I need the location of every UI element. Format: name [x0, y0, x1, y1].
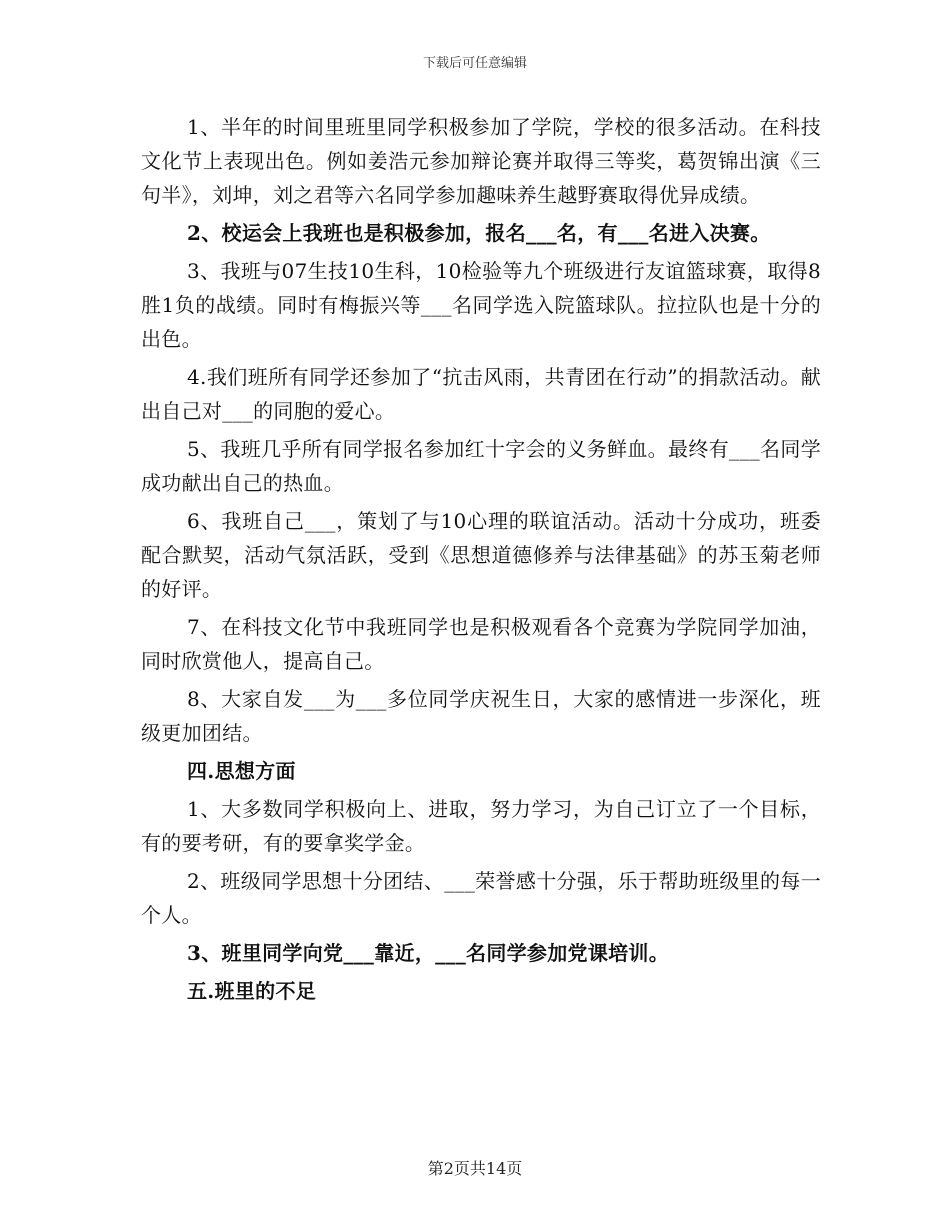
document-body: [141, 110, 821, 1012]
paragraph-11: 3、班里同学向党___靠近，___名同学参加党课培训。: [187, 941, 670, 965]
paragraph-8: 8、大家自发___为___多位同学庆祝生日，大家的感情进一步深化，班级更加团结。: [141, 687, 821, 745]
section-heading-shortcomings: 五.班里的不足: [187, 979, 317, 1003]
paragraph-4: 4.我们班所有同学还参加了“抗击风雨，共青团在行动”的捐款活动。献出自己对___的同胞的爱心。: [141, 365, 821, 423]
page-header: 下载后可任意编辑: [422, 56, 527, 71]
paragraph-6: 6、我班自己___，策划了与10心理的联谊活动。活动十分成功，班委配合默契，活动气氛活跃，受到《思想道德修养与法律基础》的苏玉菊老师的好评。: [141, 509, 821, 601]
paragraph-7: 7、在科技文化节中我班同学也是积极观看各个竞赛为学院同学加油，同时欣赏他人，提高自己。: [141, 615, 821, 673]
paragraph-10: 2、班级同学思想十分团结、___荣誉感十分强，乐于帮助班级里的每一个人。: [141, 869, 821, 927]
page-footer: 第2页共14页: [427, 1159, 523, 1178]
paragraph-1: 1、半年的时间里班里同学积极参加了学院，学校的很多活动。在科技文化节上表现出色。例如姜浩元参加辩论赛并取得三等奖，葛贺锦出演《三句半》，刘坤，刘之君等六名同学参加趣味养生越野赛取得优异成绩。: [141, 115, 821, 207]
paragraph-5: 5、我班几乎所有同学报名参加红十字会的义务鲜血。最终有___名同学成功献出自己的热血。: [141, 437, 821, 495]
section-heading-ideology: 四.思想方面: [187, 759, 296, 783]
paragraph-2: 2、校运会上我班也是积极参加，报名___名，有___名进入决赛。: [187, 221, 771, 245]
paragraph-9: 1、大多数同学积极向上、进取，努力学习，为自己订立了一个目标，有的要考研，有的要拿奖学金。: [141, 797, 821, 855]
paragraph-3: 3、我班与07生技10生科，10检验等九个班级进行友谊篮球赛，取得8胜1负的战绩。同时有梅振兴等___名同学选入院篮球队。拉拉队也是十分的出色。: [141, 259, 821, 351]
